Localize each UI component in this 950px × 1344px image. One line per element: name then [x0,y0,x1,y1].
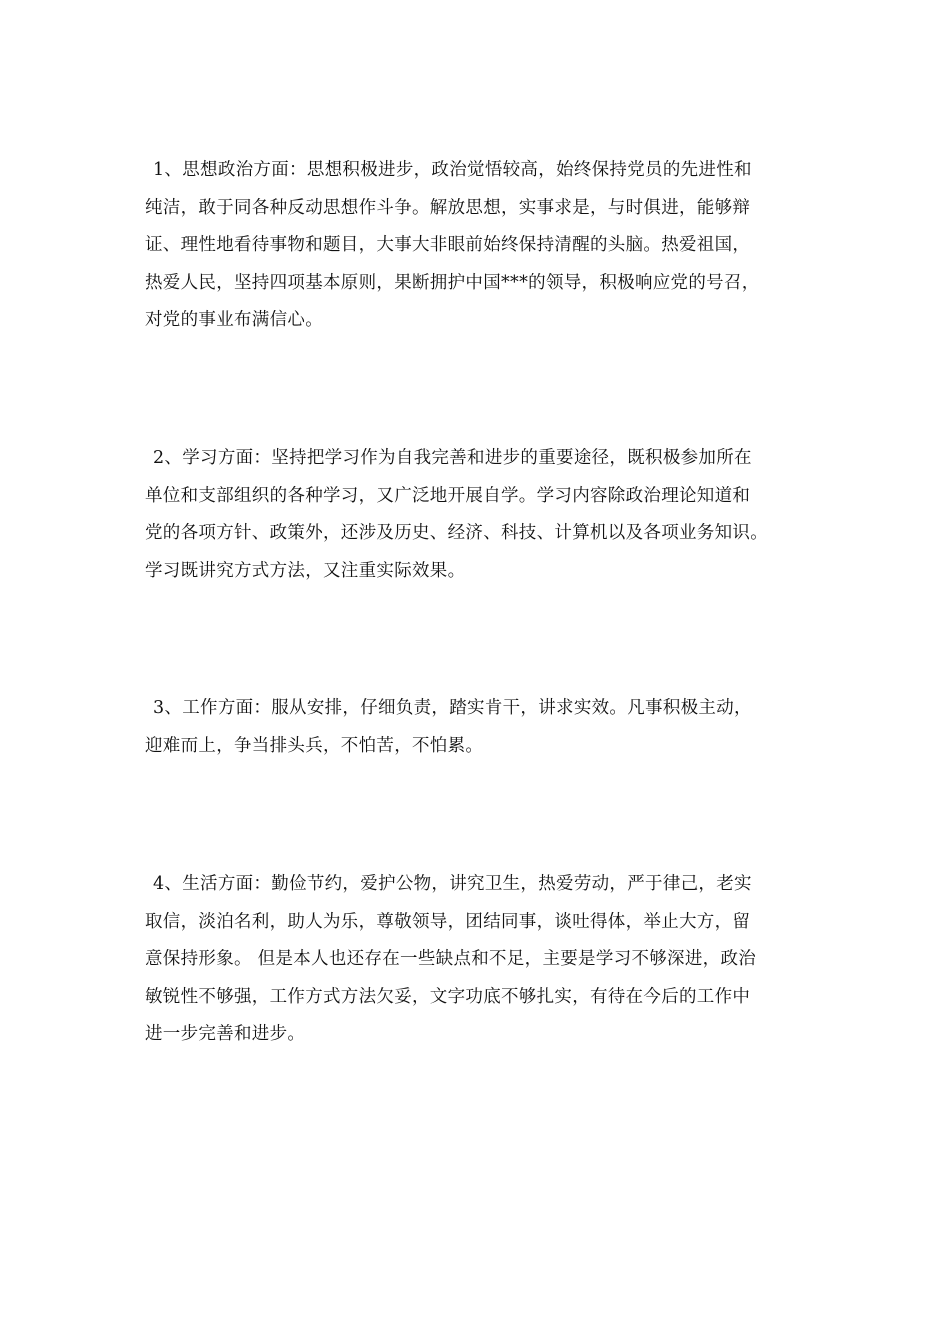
paragraph-line: 敏锐性不够强，工作方式方法欠妥，文字功底不够扎实，有待在今后的工作中 [145,986,751,1007]
paragraph-political-thought [145,152,815,340]
paragraph-line: 进一步完善和进步。 [145,1024,306,1044]
paragraph-life [145,866,815,1054]
paragraph-line: 取信，淡泊名利，助人为乐，尊敬领导，团结同事，谈吐得体，举止大方，留 [145,911,751,932]
paragraph-line: 纯洁，敢于同各种反动思想作斗争。解放思想，实事求是，与时俱进，能够辩 [145,197,751,218]
paragraph-line: 党的各项方针、政策外，还涉及历史、经济、科技、计算机以及各项业务知识。 [145,523,768,543]
paragraph-line: 3、工作方面：服从安排，仔细负责，踏实肯干，讲求实效。凡事积极主动， [153,698,752,718]
paragraph-study [145,440,815,590]
paragraph-line: 证、理性地看待事物和题目，大事大非眼前始终保持清醒的头脑。热爱祖国， [145,235,751,255]
paragraph-line: 2、学习方面：坚持把学习作为自我完善和进步的重要途径，既积极参加所在 [153,448,752,468]
paragraph-line: 学习既讲究方式方法，又注重实际效果。 [145,560,466,581]
paragraph-line: 4、生活方面：勤俭节约，爱护公物，讲究卫生，热爱劳动，严于律己，老实 [153,874,752,894]
paragraph-line: 意保持形象。 但是本人也还存在一些缺点和不足，主要是学习不够深进，政治 [145,949,757,969]
paragraph-work [145,690,815,765]
paragraph-line: 1、思想政治方面：思想积极进步，政治觉悟较高，始终保持党员的先进性和 [153,160,752,180]
paragraph-line: 对党的事业布满信心。 [145,310,323,330]
paragraph-line: 迎难而上，争当排头兵，不怕苦，不怕累。 [145,735,484,756]
paragraph-line: 热爱人民，坚持四项基本原则，果断拥护中国***的领导，积极响应党的号召， [145,272,760,293]
paragraph-line: 单位和支部组织的各种学习，又广泛地开展自学。学习内容除政治理论知道和 [145,485,751,506]
